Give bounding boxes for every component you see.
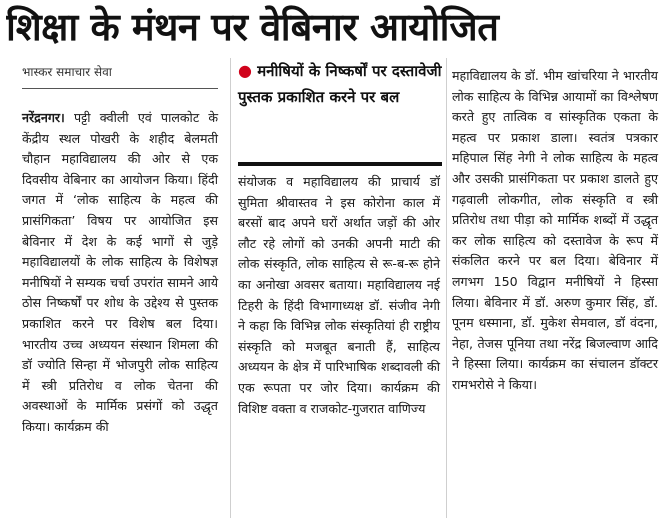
column-3-text: महाविद्यालय के डॉ. भीम खांचरिया ने भारतीय लोक साहित्य के विभिन्न आयामों का विश्लेषण करते हुए तात्विक व सांस्कृतिक एकता के महत्व पर प्रकाश डाला। स्वतंत्र पत्रकार महिपाल सिंह नेगी ने लोक साहित्य के महत्व और उसकी प्रासंगिकता पर प्रकाश डालते हुए गढ़वाली लोकगीत, लोक संस्कृति व स्त्री प्रतिरोध तथा पीड़ा को मार्मिक शब्दों में उद्धृत कर लोक साहित्य को दस्तावेज के रूप में संकलित करने पर बल दिया। बेविनार में लगभग 150 विद्वान मनीषियों ने हिस्सा लिया। बेविनार में डॉ. अरुण कुमार सिंह, डॉ. पूनम धस्माना, डॉ. मुकेश सेमवाल, डॉ वंदना, नेहा, तेजस पूनिया तथा नरेंद्र बिजल्वाण आदि ने हिस्सा लिया। कार्यक्रम का संचालन डॉक्टर रामभरोसे ने किया। — [452, 68, 658, 392]
pull-quote-text: मनीषियों के निष्कर्षों पर दस्तावेजी पुस्तक प्रकाशित करने पर बल — [238, 62, 442, 106]
article-column-3 — [452, 66, 658, 396]
article-headline: शिक्षा के मंथन पर वेबिनार आयोजित — [6, 5, 499, 49]
column-divider-1 — [230, 58, 231, 518]
byline-divider — [22, 88, 218, 89]
pull-quote-rule — [238, 162, 442, 166]
pull-quote — [238, 58, 442, 160]
column-2-text: संयोजक व महाविद्यालय की प्राचार्य डॉ सुमिता श्रीवास्तव ने इस कोरोना काल में बरसों बाद अपने घरों अर्थात जड़ों की ओर लौट रहे लोगों को उनकी अपनी माटी की लोक संस्कृति, लोक साहित्य से रू-ब-रू होने का अनोखा अवसर बताया। महाविद्यालय नई टिहरी के हिंदी विभागाध्यक्ष डॉ. संजीव नेगी ने कहा कि विभिन्न लोक संस्कृतियां ही राष्ट्रीय संस्कृति को मजबूत बनाती हैं, साहित्य अध्ययन के क्षेत्र में पारिभाषिक शब्दावली की एक रूपता पर जोर दिया। कार्यक्रम की विशिष्ट वक्ता व राजकोट-गुजरात वाणिज्य — [238, 174, 440, 416]
article-column-1 — [22, 108, 218, 438]
column-1-text: पट्टी क्वीली एवं पालकोट के केंद्रीय स्थल पोखरी के शहीद बेलमती चौहान महाविद्यालय की ओर से एक दिवसीय वेबिनार का आयोजन किया। हिंदी जगत में ‘लोक साहित्य के महत्व की प्रासंगिकता’ विषय पर आयोजित इस बेविनार में देश के कई भागों से जुड़े महाविद्यालयों के लोक साहित्य के विशेषज्ञ मनीषियों ने सम्यक चर्चा उपरांत सामने आये ठोस निष्कर्षों पर शोध के उद्देश्य से पुस्तक प्रकाशित करने पर विशेष बल दिया। भारतीय उच्च अध्ययन संस्थान शिमला की डॉ ज्योति सिन्हा में भोजपुरी लोक साहित्य में स्त्री प्रतिरोध व लोक चेतना की अवस्थाओं के मार्मिक प्रसंगों को उद्धृत किया। कार्यक्रम की — [22, 110, 218, 434]
column-divider-2 — [446, 58, 447, 518]
article-column-2 — [238, 172, 440, 419]
bullet-icon: ● — [238, 61, 252, 80]
byline: भास्कर समाचार सेवा — [22, 65, 112, 79]
dateline-place: नरेंद्रनगर। — [22, 110, 65, 125]
